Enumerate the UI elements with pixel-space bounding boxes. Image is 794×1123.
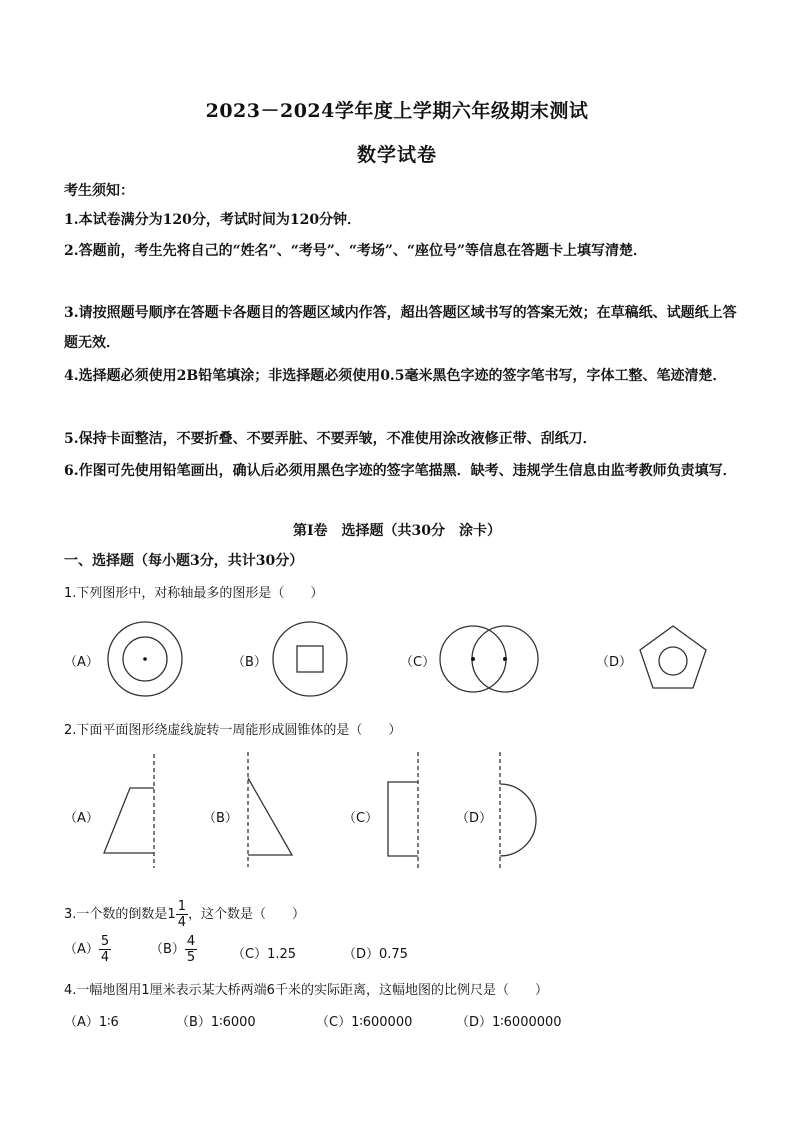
q1-figure-d-pentagon-circle — [640, 626, 706, 688]
q3-option-d: （D）0.75 — [343, 947, 408, 962]
q1-option-a-label: （A） — [64, 655, 99, 670]
q1-figure-b-square-in-circle — [273, 622, 347, 696]
exam-title: 2023－2024学年度上学期六年级期末测试 — [205, 100, 589, 122]
question-2-stem: 2.下面平面图形绕虚线旋转一周能形成圆锥体的是（ ） — [64, 723, 402, 738]
notice-item-5: 5.保持卡面整洁，不要折叠、不要弄脏、不要弄皱，不准使用涂改液修正带、刮纸刀． — [64, 431, 597, 447]
q3-option-a-label: （A） — [64, 942, 99, 957]
q2-option-b-label: （B） — [203, 811, 238, 826]
question-1-stem: 1.下列图形中，对称轴最多的图形是（ ） — [64, 586, 324, 601]
q3-option-a — [64, 934, 111, 965]
q3-option-a-fraction — [99, 934, 111, 965]
q3-stem-fraction — [176, 899, 188, 930]
q1-option-b-label: （B） — [232, 655, 267, 670]
notice-item-3: 3.请按照题号顺序在答题卡各题目的答题区域内作答，超出答题区域书写的答案无效；在草稿纸、试题纸上答题无效． — [64, 305, 737, 351]
q4-option-c: （C）1∶600000 — [316, 1015, 413, 1030]
question-3-stem — [64, 899, 305, 930]
q3-option-a-numerator: 5 — [100, 934, 110, 949]
q2-figure-d-semicircle — [500, 752, 536, 868]
notice-item-4: 4.选择题必须使用2B铅笔填涂；非选择题必须使用0.5毫米黑色字迹的签字笔书写，字体工整、笔迹清楚． — [64, 368, 727, 384]
q3-option-b-label: （B） — [150, 942, 185, 957]
q3-option-a-denominator: 4 — [100, 950, 110, 965]
notice-heading: 考生须知： — [64, 183, 134, 199]
q2-option-c-label: （C） — [343, 811, 379, 826]
q3-option-b-fraction — [185, 934, 197, 965]
q3-stem-fraction-denominator: 4 — [177, 915, 186, 930]
q2-option-a-label: （A） — [64, 811, 99, 826]
q4-option-d: （D）1∶6000000 — [456, 1015, 562, 1030]
q3-option-b-numerator: 4 — [186, 934, 196, 949]
exam-subtitle: 数学试卷 — [356, 144, 437, 166]
section-title: 第Ⅰ卷 选择题（共30分 涂卡） — [292, 523, 502, 539]
part-title: 一、选择题（每小题3分，共计30分） — [64, 553, 304, 569]
q4-option-b: （B）1∶6000 — [176, 1015, 256, 1030]
q1-figure-a-concentric-circles — [108, 622, 182, 696]
q3-stem-fraction-numerator: 1 — [177, 899, 186, 914]
q3-option-c: （C）1.25 — [232, 947, 297, 962]
q3-stem-suffix: ，这个数是（ ） — [187, 907, 305, 922]
q2-figure-a-trapezoid — [104, 754, 154, 868]
q1-option-c-label: （C） — [400, 655, 436, 670]
q2-option-d-label: （D） — [456, 811, 493, 826]
q1-option-d-label: （D） — [596, 655, 633, 670]
q2-figure-c-rectangle — [388, 752, 418, 868]
question-4-stem: 4.一幅地图用1厘米表示某大桥两端6千米的实际距离，这幅地图的比例尺是（ ） — [64, 983, 548, 998]
q4-option-a: （A）1∶6 — [64, 1015, 119, 1030]
q2-figure-b-triangle — [248, 752, 292, 867]
q3-stem-prefix: 3.一个数的倒数是1 — [64, 907, 176, 922]
q1-figure-c-overlapping-circles — [440, 626, 538, 692]
notice-item-2: 2.答题前，考生先将自己的“姓名”、“考号”、“考场”、“座位号”等信息在答题卡上填写清楚． — [64, 243, 648, 259]
q3-option-b — [150, 934, 197, 965]
notice-item-6: 6.作图可先使用铅笔画出，确认后必须用黑色字迹的签字笔描黑．缺考、违规学生信息由监考教师负责填写． — [64, 463, 737, 479]
notice-item-1: 1.本试卷满分为120分，考试时间为120分钟． — [64, 212, 362, 228]
q3-option-b-denominator: 5 — [186, 950, 196, 965]
